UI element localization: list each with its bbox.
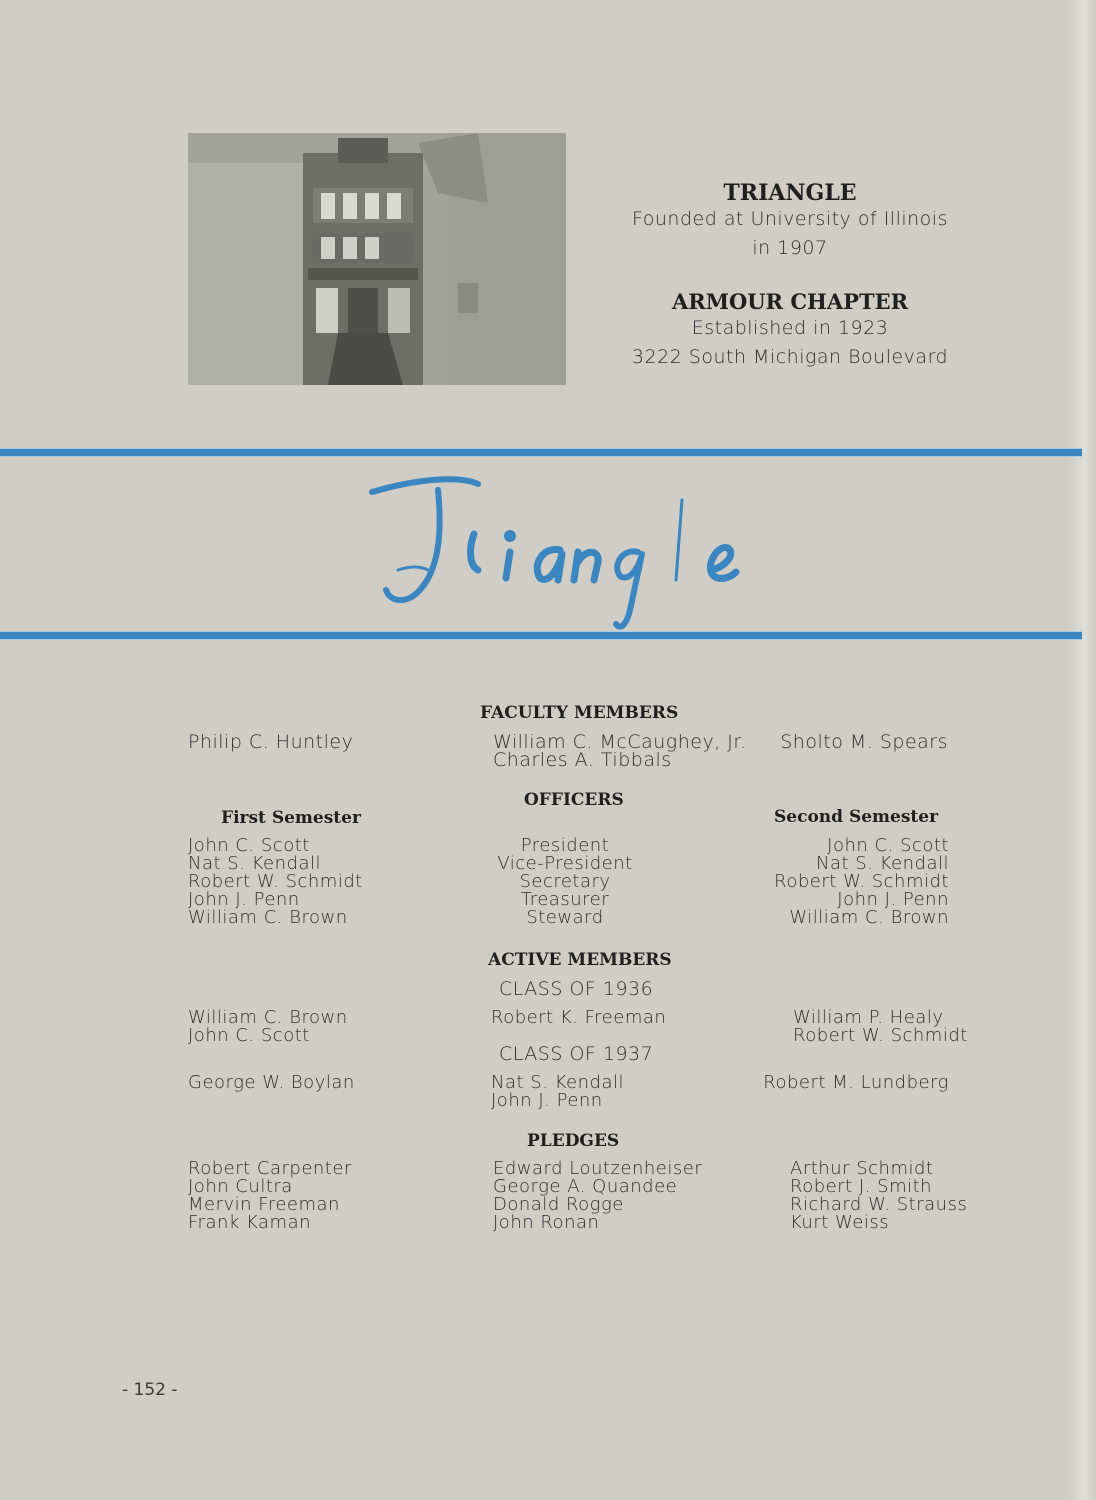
pledge-name: George A. Quandee (493, 1176, 678, 1197)
officer-name: William C. Brown (188, 907, 348, 928)
officer-name: Nat S. Kendall (816, 853, 949, 874)
first-semester-heading: First Semester (221, 808, 361, 828)
officer-title: Secretary (519, 871, 611, 892)
pledges-right (790, 1160, 967, 1232)
officer-name: John J. Penn (188, 889, 300, 910)
pledges-center (493, 1160, 702, 1232)
pledge-name: John Cultra (188, 1176, 293, 1197)
officer-title: Vice-President (497, 853, 633, 874)
faculty-center-column (493, 733, 746, 769)
class-1937-heading: CLASS OF 1937 (499, 1043, 654, 1065)
active-members-heading: ACTIVE MEMBERS (488, 950, 672, 970)
pledge-name: Donald Rogge (493, 1194, 624, 1215)
first-semester-officers (188, 837, 363, 927)
member-name: John C. Scott (188, 1025, 310, 1046)
member-name: William C. Brown (188, 1007, 348, 1028)
second-semester-heading: Second Semester (774, 807, 939, 827)
faculty-name: Sholto M. Spears (780, 731, 948, 753)
faculty-heading: FACULTY MEMBERS (480, 703, 679, 723)
officers-heading: OFFICERS (524, 790, 624, 810)
member-name: Robert W. Schmidt (793, 1025, 968, 1046)
class-1936-center (491, 1009, 666, 1027)
class-1937-center (491, 1074, 624, 1110)
pledge-name: Edward Loutzenheiser (493, 1158, 703, 1179)
officer-name: Robert W. Schmidt (774, 871, 949, 892)
address-line: 3222 South Michigan Boulevard (631, 346, 949, 368)
class-1937-right (763, 1074, 949, 1092)
pledges-left (188, 1160, 352, 1232)
pledge-name: John Ronan (493, 1212, 600, 1233)
officer-title: Steward (526, 907, 604, 928)
page-number: - 152 - (122, 1380, 178, 1400)
chapter-house-photo (188, 133, 566, 385)
faculty-name: William C. McCaughey, Jr. (493, 731, 747, 753)
officer-title: Treasurer (520, 889, 610, 910)
fraternity-title: TRIANGLE (723, 180, 857, 206)
founded-line-1: Founded at University of Illinois (632, 208, 948, 230)
officer-titles (495, 837, 635, 927)
bottom-blue-rule (0, 632, 1082, 639)
second-semester-officers (774, 837, 949, 927)
founded-line-2: in 1907 (752, 237, 828, 259)
chapter-title: ARMOUR CHAPTER (671, 289, 909, 314)
member-name: George W. Boylan (188, 1072, 355, 1093)
faculty-right-column (780, 733, 948, 751)
class-1937-left (188, 1074, 355, 1092)
pledge-name: Frank Kaman (188, 1212, 312, 1233)
established-line: Established in 1923 (691, 317, 889, 339)
pledge-name: Robert Carpenter (188, 1158, 352, 1179)
officer-name: John J. Penn (837, 889, 949, 910)
member-name: William P. Healy (793, 1007, 944, 1028)
faculty-name: Charles A. Tibbals (493, 749, 672, 771)
member-name: Robert K. Freeman (491, 1007, 667, 1028)
faculty-name: Philip C. Huntley (188, 731, 354, 753)
pledge-name: Arthur Schmidt (790, 1158, 934, 1179)
pledges-heading: PLEDGES (527, 1131, 620, 1151)
member-name: John J. Penn (491, 1090, 603, 1111)
page-edge (1068, 0, 1096, 1500)
script-title-logo (360, 470, 760, 630)
member-name: Nat S. Kendall (491, 1072, 624, 1093)
pledge-name: Richard W. Strauss (790, 1194, 968, 1215)
class-1936-heading: CLASS OF 1936 (499, 978, 654, 1000)
top-blue-rule (0, 449, 1082, 456)
pledge-name: Mervin Freeman (188, 1194, 340, 1215)
class-1936-right (793, 1009, 968, 1045)
officer-name: John C. Scott (188, 835, 310, 856)
pledge-name: Kurt Weiss (790, 1212, 890, 1233)
officer-name: John C. Scott (827, 835, 949, 856)
member-name: Robert M. Lundberg (763, 1072, 949, 1093)
officer-name: Nat S. Kendall (188, 853, 321, 874)
class-1936-left (188, 1009, 348, 1045)
officer-title: President (520, 835, 610, 856)
officer-name: William C. Brown (789, 907, 949, 928)
faculty-left-column (188, 733, 353, 751)
officer-name: Robert W. Schmidt (188, 871, 363, 892)
pledge-name: Robert J. Smith (790, 1176, 933, 1197)
